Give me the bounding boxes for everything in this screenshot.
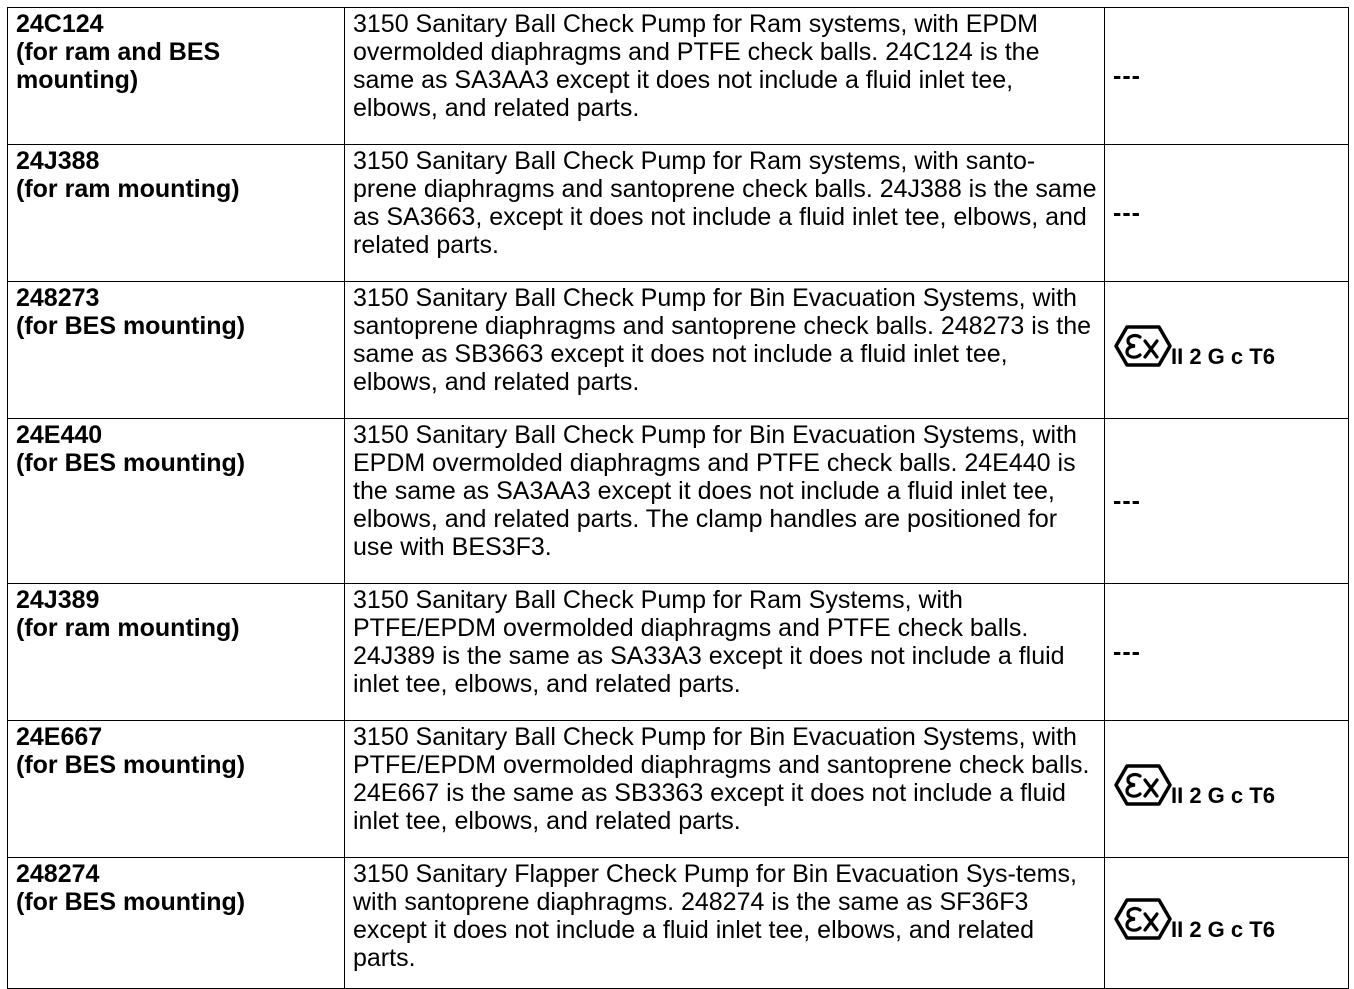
part-number: 24E440 [16, 421, 103, 449]
description-cell: 3150 Sanitary Ball Check Pump for Bin Evacuation Systems, with PTFE/EPDM overmolded diaphragms and santoprene check balls. 24E667 is the same as SB3363 except it does not include a fluid inlet tee, elbows, and related parts. [345, 721, 1105, 858]
ex-marking [1113, 902, 1342, 944]
ex-marking [1113, 768, 1342, 810]
part-number-cell [8, 584, 345, 721]
no-approval-dashes: --- [1113, 198, 1141, 227]
part-number-cell [8, 145, 345, 282]
part-number-cell [8, 8, 345, 145]
ex-classification: II 2 G c T6 [1171, 916, 1275, 942]
part-number: 248273 [16, 284, 100, 312]
part-number: 24J389 [16, 586, 100, 614]
approval-cell [1105, 858, 1349, 989]
mounting-note: (for BES mounting) [16, 888, 246, 916]
description-cell: 3150 Sanitary Ball Check Pump for Bin Evacuation Systems, with santoprene diaphragms and santoprene check balls. 248273 is the same as SB3663 except it does not include a fluid inlet tee, elbows, and related parts. [345, 282, 1105, 419]
table-row [8, 858, 1349, 989]
part-number: 24J388 [16, 147, 100, 175]
description-cell: 3150 Sanitary Ball Check Pump for Ram Systems, with PTFE/EPDM overmolded diaphragms and PTFE check balls. 24J389 is the same as SA33A3 except it does not include a fluid inlet tee, elbows, and related parts. [345, 584, 1105, 721]
mounting-note: (for ram mounting) [16, 175, 240, 203]
mounting-note: (for BES mounting) [16, 312, 246, 340]
approval-cell [1105, 584, 1349, 721]
approval-cell [1105, 721, 1349, 858]
part-number-cell [8, 419, 345, 584]
mounting-note: (for BES mounting) [16, 751, 246, 779]
part-number: 24E667 [16, 723, 103, 751]
approval-cell [1105, 8, 1349, 145]
table-row [8, 584, 1349, 721]
approval-cell [1105, 145, 1349, 282]
description-cell: 3150 Sanitary Ball Check Pump for Ram systems, with EPDM overmolded diaphragms and PTFE check balls. 24C124 is the same as SA3AA3 except it does not include a fluid inlet tee, elbows, and related parts. [345, 8, 1105, 145]
ex-classification: II 2 G c T6 [1171, 782, 1275, 808]
ex-atex-icon [1113, 763, 1173, 807]
ex-classification: II 2 G c T6 [1171, 343, 1275, 369]
part-number: 24C124 [16, 10, 104, 38]
mounting-note: (for BES mounting) [16, 449, 246, 477]
part-number: 248274 [16, 860, 100, 888]
table-row [8, 721, 1349, 858]
part-number-cell [8, 858, 345, 989]
no-approval-dashes: --- [1113, 61, 1141, 90]
ex-atex-icon [1113, 897, 1173, 941]
ex-atex-icon [1113, 324, 1173, 368]
parts-table [7, 7, 1349, 989]
approval-cell [1105, 419, 1349, 584]
part-number-cell [8, 721, 345, 858]
description-cell: 3150 Sanitary Ball Check Pump for Bin Evacuation Systems, with EPDM overmolded diaphragms and PTFE check balls. 24E440 is the same as SA3AA3 except it does not include a fluid inlet tee, elbows, and related parts. The clamp handles are positioned for use with BES3F3. [345, 419, 1105, 584]
table-row [8, 145, 1349, 282]
part-number-cell [8, 282, 345, 419]
no-approval-dashes: --- [1113, 637, 1141, 666]
mounting-note: (for ram mounting) [16, 614, 240, 642]
approval-cell [1105, 282, 1349, 419]
description-cell: 3150 Sanitary Ball Check Pump for Ram systems, with santo-prene diaphragms and santoprene check balls. 24J388 is the same as SA3663, except it does not include a fluid inlet tee, elbows, and related parts. [345, 145, 1105, 282]
no-approval-dashes: --- [1113, 486, 1141, 515]
mounting-note: (for ram and BES mounting) [16, 38, 221, 94]
description-cell: 3150 Sanitary Flapper Check Pump for Bin Evacuation Sys-tems, with santoprene diaphragms. 248274 is the same as SF36F3 except it does not include a fluid inlet tee, elbows, and related parts. [345, 858, 1105, 989]
table-row [8, 282, 1349, 419]
table-row [8, 8, 1349, 145]
table-row [8, 419, 1349, 584]
ex-marking [1113, 329, 1342, 371]
